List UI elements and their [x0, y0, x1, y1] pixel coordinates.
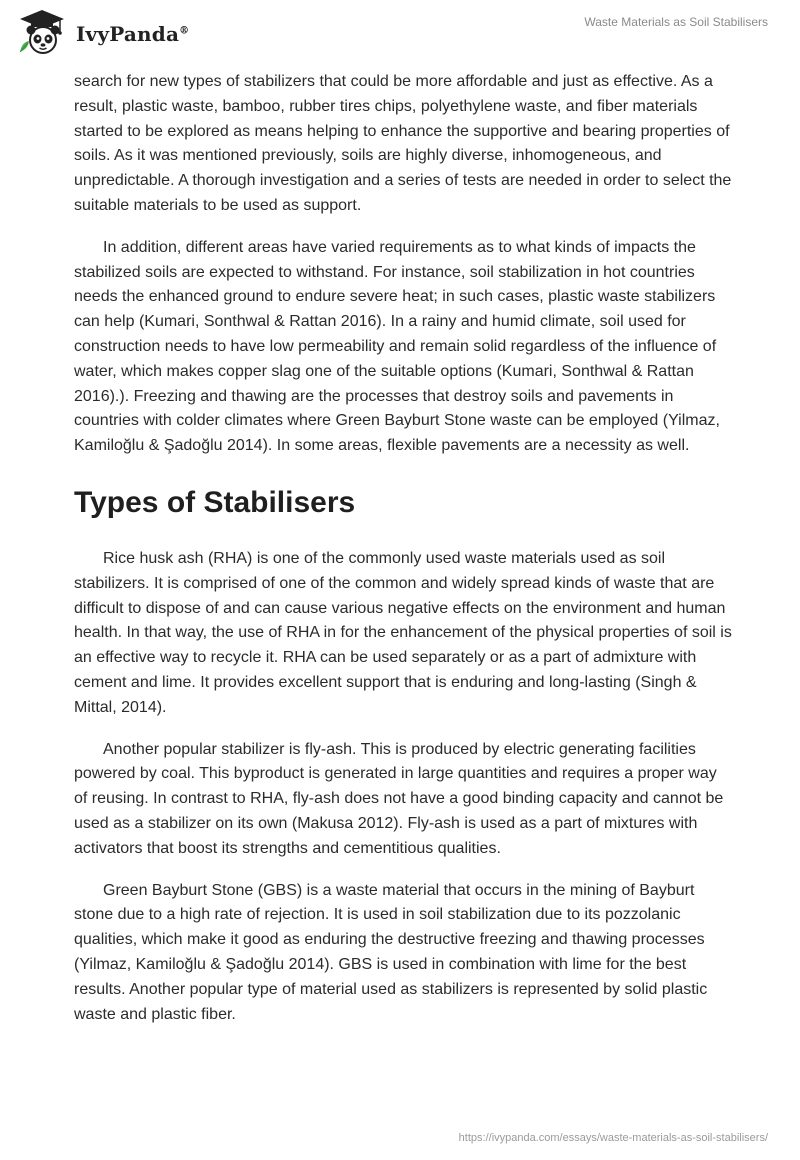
paragraph: Green Bayburt Stone (GBS) is a waste material that occurs in the mining of Bayburt stone due to a high rate of rejection. It is used in soil stabilization due to its pozzolanic qualities, which make it good as enduring the destructive freezing and thawing processes (Yilmaz, Kamiloğlu & Şadoğlu 2014). GBS is used in combination with lime for the best results. Another popular type of material used as stabilizers is represented by solid plastic waste and plastic fiber. — [74, 881, 708, 1023]
paragraph: Rice husk ash (RHA) is one of the commonly used waste materials used as soil stabilizers. It is comprised of one of the common and widely spread kinds of waste that are difficult to dispose of and can cause various negative effects on the environment and human health. In that way, the use of RHA in for the enhancement of the physical properties of soil is an effective way to recycle it. RHA can be used separately or as a part of admixture with cement and lime. It provides excellent support that is enduring and long-lasting (Singh & Mittal, 2014). — [74, 549, 732, 716]
panda-graduate-icon — [16, 8, 68, 56]
paragraph: Another popular stabilizer is fly-ash. This is produced by electric generating facilities powered by coal. This byproduct is generated in large quantities and requires a proper way of reusing. In contrast to RHA, fly-ash does not have a good binding capacity and cannot be used as a stabilizer on its own (Makusa 2012). Fly-ash is used as a part of mixtures with activators that boost its strengths and cementitious qualities. — [74, 740, 724, 857]
paragraph: In addition, different areas have varied requirements as to what kinds of impacts the stabilized soils are expected to withstand. For instance, soil stabilization in hot countries needs the enhanced ground to endure severe heat; in such cases, plastic waste stabilizers can help (Kumari, Sonthwal & Rattan 2016). In a rainy and humid climate, soil used for construction needs to have low permeability and remain solid regardless of the influence of water, which makes copper slag one of the suitable options (Kumari, Sonthwal & Rattan 2016).). Freezing and thawing are the processes that destroy soils and pavements in countries with colder climates where Green Bayburt Stone waste can be employed (Yilmaz, Kamiloğlu & Şadoğlu 2014). In some areas, flexible pavements are a necessity as well. — [74, 238, 720, 455]
logo-wordmark: IvyPanda® — [76, 22, 190, 46]
page-header — [0, 0, 800, 64]
essay-body — [74, 70, 734, 1044]
footer-url-link[interactable]: https://ivypanda.com/essays/waste-materials-as-soil-stabilisers/ — [458, 1132, 768, 1144]
ivypanda-logo[interactable] — [16, 8, 189, 56]
paragraph: search for new types of stabilizers that could be more affordable and just as effective. As a result, plastic waste, bamboo, rubber tires chips, polyethylene waste, and fiber materials started to be explored as means helping to enhance the supportive and bearing properties of soils. As it was mentioned previously, soils are highly diverse, inhomogeneous, and unpredictable. A thorough investigation and a series of tests are needed in order to select the suitable materials to be used as support. — [74, 73, 732, 214]
section-heading: Types of Stabilisers — [74, 485, 356, 519]
running-title: Waste Materials as Soil Stabilisers — [584, 15, 768, 29]
